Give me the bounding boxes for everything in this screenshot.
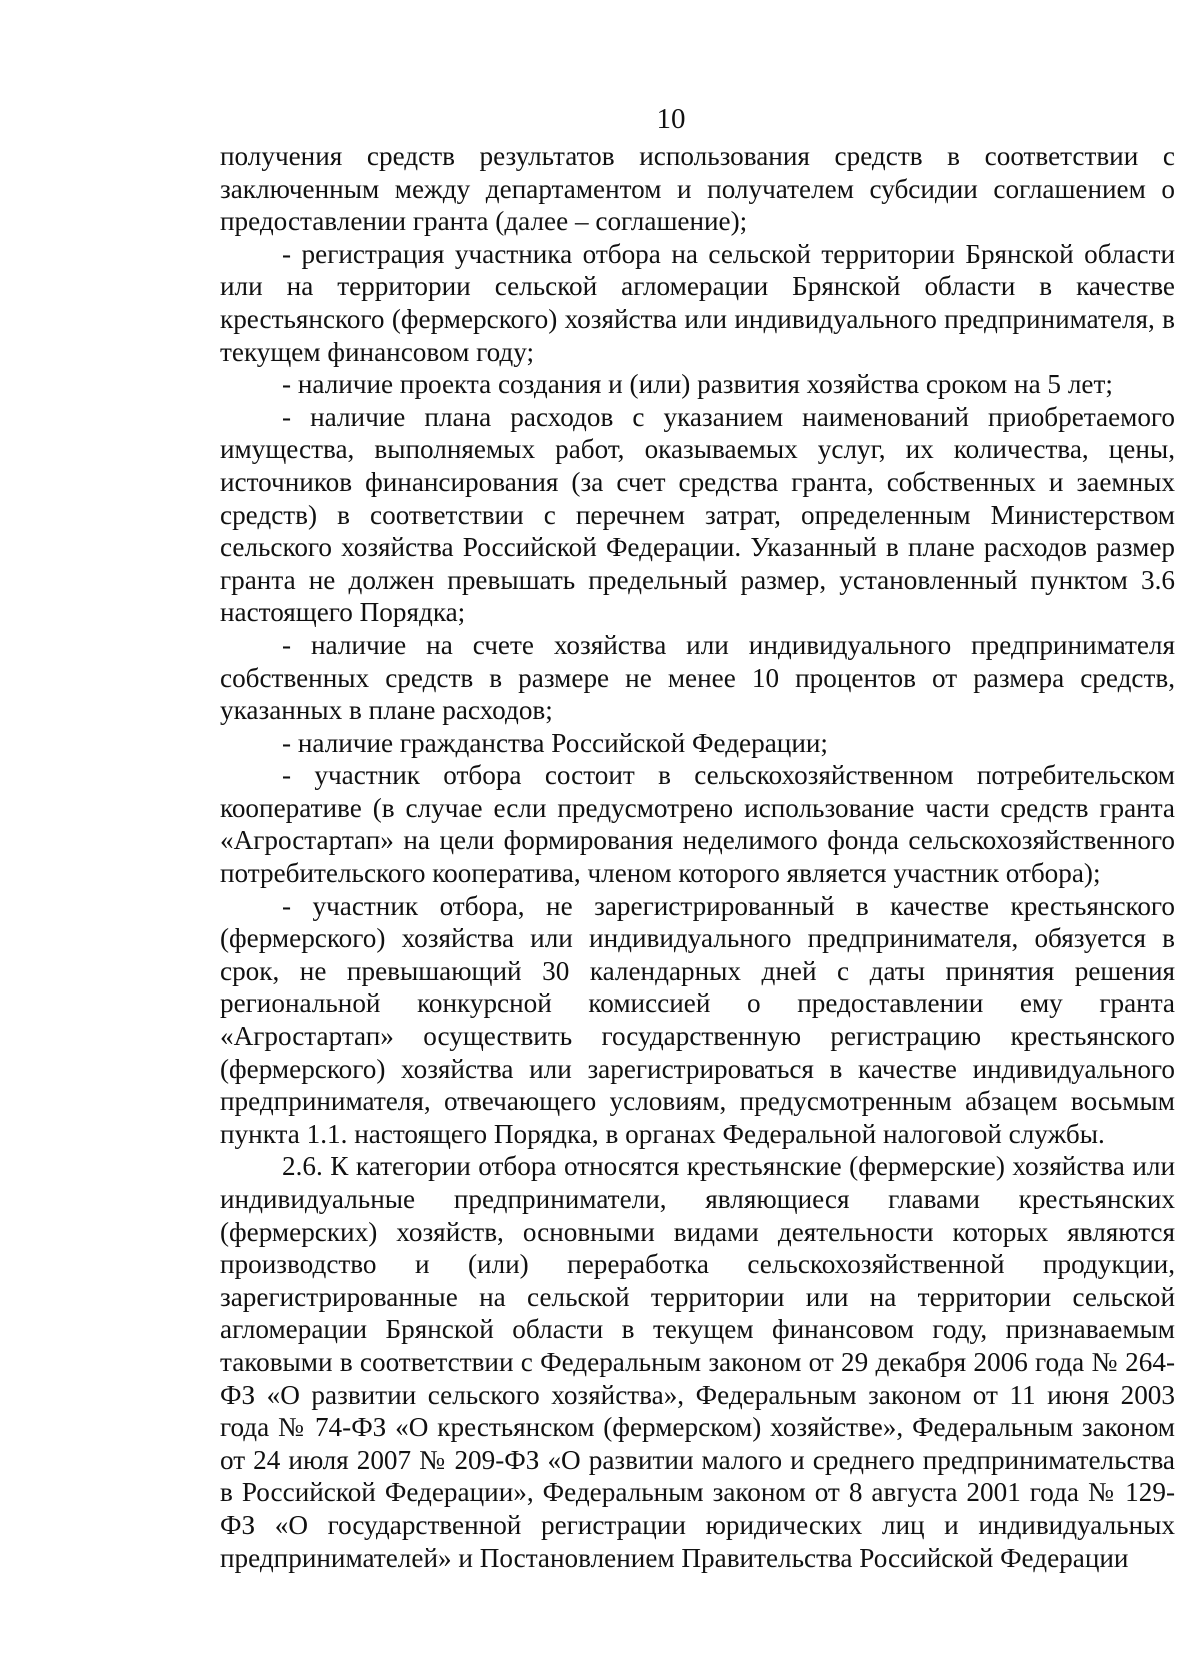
paragraph-own-funds: - наличие на счете хозяйства или индивидуального предпринимателя собственных средств в размере не менее 10 процентов от размера средств, указанных в плане расходов; (220, 629, 1175, 726)
document-body (220, 140, 1175, 1574)
page-number: 10 (656, 103, 686, 135)
paragraph-project: - наличие проекта создания и (или) развития хозяйства сроком на 5 лет; (282, 369, 1113, 400)
paragraph-registration: - регистрация участника отбора на сельской территории Брянской области или на территории сельской агломерации Брянской области в качестве крестьянского (фермерского) хозяйства или индивидуального предпринимателя, в текущем финансовом году; (220, 238, 1175, 367)
paragraph-expense-plan: - наличие плана расходов с указанием наименований приобретаемого имущества, выполняемых работ, оказываемых услуг, их количества, цены, источников финансирования (за счет средства гранта, собственных и заемных средств) в соответствии с перечнем затрат, определенным Министерством сельского хозяйства Российской Федерации. Указанный в плане расходов размер гранта не должен превышать предельный размер, установленный пунктом 3.6 настоящего Порядка; (220, 401, 1175, 628)
paragraph-2-6-category: 2.6. К категории отбора относятся крестьянские (фермерские) хозяйства или индивидуальные предприниматели, являющиеся главами крестьянских (фермерских) хозяйств, основными видами деятельности которых являются производство и (или) переработка сельскохозяйственной продукции, зарегистрированные на сельской территории или на территории сельской агломерации Брянской области в текущем финансовом году, признаваемым таковыми в соответствии с Федеральным законом от 29 декабря 2006 года № 264-ФЗ «О развитии сельского хозяйства», Федеральным законом от 11 июня 2003 года № 74-ФЗ «О крестьянском (фермерском) хозяйстве», Федеральным законом от 24 июля 2007 № 209-ФЗ «О развитии малого и среднего предпринимательства в Российской Федерации», Федеральным законом от 8 августа 2001 года № 129-ФЗ «О государственной регистрации юридических лиц и индивидуальных предпринимателей» и Постановлением Правительства Российской Федерации (220, 1151, 1175, 1573)
paragraph-cooperative: - участник отбора состоит в сельскохозяйственном потребительском кооперативе (в случае если предусмотрено использование части средств гранта «Агростартап» на цели формирования неделимого фонда сельскохозяйственного потребительского кооператива, членом которого является участник отбора); (220, 760, 1175, 889)
paragraph-unregistered-participant: - участник отбора, не зарегистрированный в качестве крестьянского (фермерского) хозяйства или индивидуального предпринимателя, обязуется в срок, не превышающий 30 календарных дней с даты принятия решения региональной конкурсной комиссией о предоставлении ему гранта «Агростартап» осуществить государственную регистрацию крестьянского (фермерского) хозяйства или зарегистрироваться в качестве индивидуального предпринимателя, отвечающего условиям, предусмотренным абзацем восьмым пункта 1.1. настоящего Порядка, в органах Федеральной налоговой службы. (220, 890, 1175, 1149)
paragraph-citizenship: - наличие гражданства Российской Федерации; (282, 727, 828, 758)
paragraph-continuation: получения средств результатов использования средств в соответствии с заключенным между департаментом и получателем субсидии соглашением о предоставлении гранта (далее – соглашение); (220, 141, 1175, 237)
